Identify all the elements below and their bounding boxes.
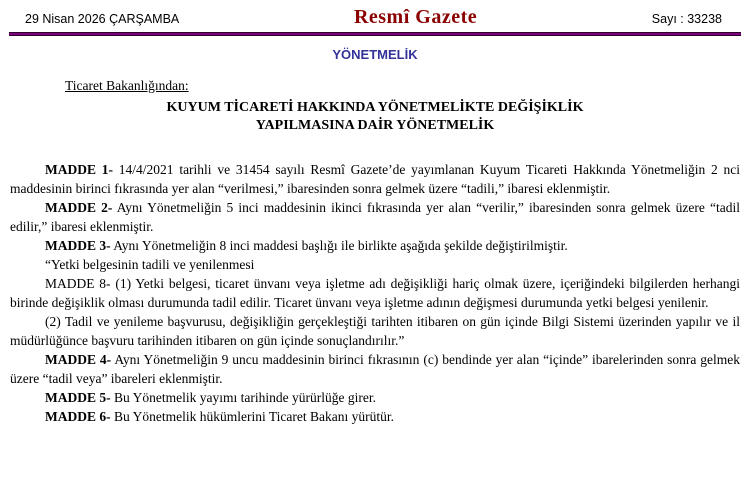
article-lead: MADDE 3- [45,238,111,253]
issuer-line: Ticaret Bakanlığından: [65,78,189,93]
article-lead: MADDE 1- [45,162,114,177]
article-lead: MADDE 2- [45,200,113,215]
paragraph-text: Bu Yönetmelik hükümlerini Ticaret Bakanı yürütür. [110,409,394,424]
paragraph-quoted-fikra-2 [10,312,740,350]
date-text: 29 Nisan 2026 ÇARŞAMBA [25,12,180,26]
paragraph-quoted-heading [10,255,740,274]
paragraph-text: Aynı Yönetmeliğin 9 uncu maddesinin birinci fıkrasının (c) bendinde yer alan “içinde” ibarelerinden sonra gelmek üzere “tadil veya” ibareleri eklenmiştir. [10,352,741,386]
paragraph-text: Bu Yönetmelik yayımı tarihinde yürürlüğe girer. [110,390,376,405]
paragraph-madde-6 [10,407,740,426]
paragraph-madde-3 [10,236,740,255]
section-heading: YÖNETMELİK [332,47,418,62]
document-title-line2: YAPILMASINA DAİR YÖNETMELİK [255,118,495,133]
paragraph-quoted-madde-8 [10,274,740,312]
document-body [10,160,740,426]
article-lead: MADDE 4- [45,352,112,367]
paragraph-text: (2) Tadil ve yenileme başvurusu, değişikliğin gerçekleştiği tarihten itibaren on gün içinde Bilgi Sistemi üzerinden yapılır ve il müdürlüğünce başvuru tarihinden itibaren on gün içinde sonuçlandırılır.” [10,314,740,348]
paragraph-madde-2 [10,198,740,236]
paragraph-text: Aynı Yönetmeliğin 8 inci maddesi başlığı ile birlikte aşağıda şekilde değiştirilmiştir. [110,238,568,253]
paragraph-text: MADDE 8- (1) Yetki belgesi, ticaret ünvanı veya işletme adı değişikliği hariç olmak üzere, içeriğindeki bilgilerden herhangi birinde değişiklik olması durumunda tadil edilir. Ticaret ünvanı veya işletme adının değişmesi durumunda yetki belgesi yenilenir. [10,276,740,310]
paragraph-text: “Yetki belgesinin tadili ve yenilenmesi [45,257,255,272]
paragraph-madde-5 [10,388,740,407]
paragraph-text: Aynı Yönetmeliğin 5 inci maddesinin ikinci fıkrasında yer alan “verilir,” ibaresinden sonra gelmek üzere “tadil edilir,” ibaresi eklenmiştir. [10,200,740,234]
paragraph-text: 14/4/2021 tarihli ve 31454 sayılı Resmî Gazete’de yayımlanan Kuyum Ticareti Hakkında Yönetmeliğin 2 nci maddesinin birinci fıkrasında yer alan “verilmesi,” ibaresinden sonra gelmek üzere “tadili,” ibaresi eklenmiştir. [10,162,740,196]
gazette-header [0,0,750,29]
document-title-line1: KUYUM TİCARETİ HAKKINDA YÖNETMELİKTE DEĞİŞİKLİK [166,100,584,115]
article-lead: MADDE 5- [45,390,111,405]
masthead-title: Resmî Gazete [353,6,478,28]
paragraph-madde-1 [10,160,740,198]
paragraph-madde-4 [10,350,740,388]
issue-number: Sayı : 33238 [651,12,722,26]
document-title [0,99,750,135]
header-rule [9,32,741,36]
article-lead: MADDE 6- [45,409,111,424]
